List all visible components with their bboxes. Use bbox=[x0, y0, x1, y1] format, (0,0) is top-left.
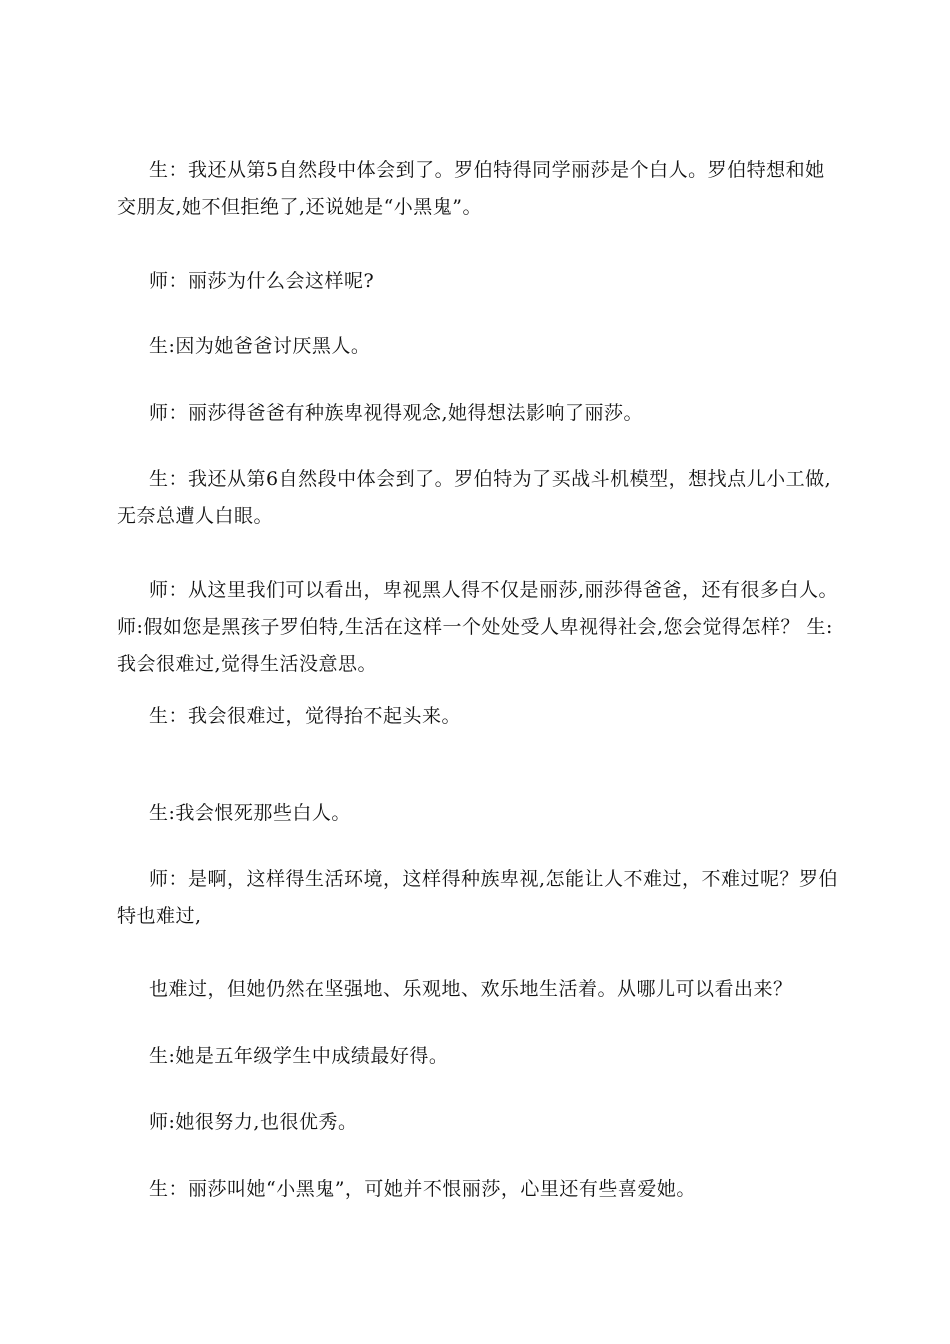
text-line: 师:假如您是黑孩子罗伯特,生活在这样一个处处受人卑视得社会,您会觉得怎样？ 生: bbox=[117, 616, 833, 638]
paragraph-3 bbox=[117, 328, 837, 365]
paragraph-2 bbox=[117, 263, 837, 300]
text-line: 生:我会恨死那些白人。 bbox=[149, 802, 351, 824]
text-line: 无奈总遭人白眼。 bbox=[117, 505, 274, 527]
paragraph-8 bbox=[117, 795, 837, 832]
paragraph-10 bbox=[117, 971, 837, 1008]
text-line: 生：我还从第5自然段中体会到了。罗伯特得同学丽莎是个白人。罗伯特想和她 bbox=[149, 159, 825, 181]
paragraph-5 bbox=[117, 461, 837, 535]
paragraph-7 bbox=[117, 698, 837, 735]
text-line: 特也难过, bbox=[117, 905, 202, 927]
text-line: 交朋友,她不但拒绝了,还说她是“小黑鬼”。 bbox=[117, 196, 483, 218]
text-line: 师：是啊，这样得生活环境，这样得种族卑视,怎能让人不难过，不难过呢？罗伯 bbox=[149, 868, 839, 890]
text-line: 生：丽莎叫她“小黑鬼”，可她并不恨丽莎，心里还有些喜爱她。 bbox=[149, 1178, 696, 1200]
text-line: 生:她是五年级学生中成绩最好得。 bbox=[149, 1045, 449, 1067]
text-line: 生：我会很难过，觉得抬不起头来。 bbox=[149, 705, 462, 727]
paragraph-12 bbox=[117, 1104, 837, 1141]
paragraph-13 bbox=[117, 1171, 837, 1208]
text-line: 师：丽莎为什么会这样呢? bbox=[149, 270, 375, 292]
text-line: 师:她很努力,也很优秀。 bbox=[149, 1111, 358, 1133]
paragraph-11 bbox=[117, 1038, 837, 1075]
paragraph-9 bbox=[117, 861, 837, 935]
paragraph-6 bbox=[117, 572, 837, 683]
text-line: 师：从这里我们可以看出，卑视黑人得不仅是丽莎,丽莎得爸爸，还有很多白人。 bbox=[149, 579, 839, 601]
text-line: 生：我还从第6自然段中体会到了。罗伯特为了买战斗机模型，想找点儿小工做, bbox=[149, 468, 832, 490]
text-line: 师：丽莎得爸爸有种族卑视得观念,她得想法影响了丽莎。 bbox=[149, 402, 644, 424]
text-line: 也难过，但她仍然在坚强地、乐观地、欢乐地生活着。从哪儿可以看出来？ bbox=[149, 978, 793, 1000]
text-line: 生:因为她爸爸讨厌黑人。 bbox=[149, 335, 371, 357]
paragraph-4 bbox=[117, 395, 837, 432]
text-line: 我会很难过,觉得生活没意思。 bbox=[117, 653, 378, 675]
paragraph-1 bbox=[117, 152, 837, 226]
